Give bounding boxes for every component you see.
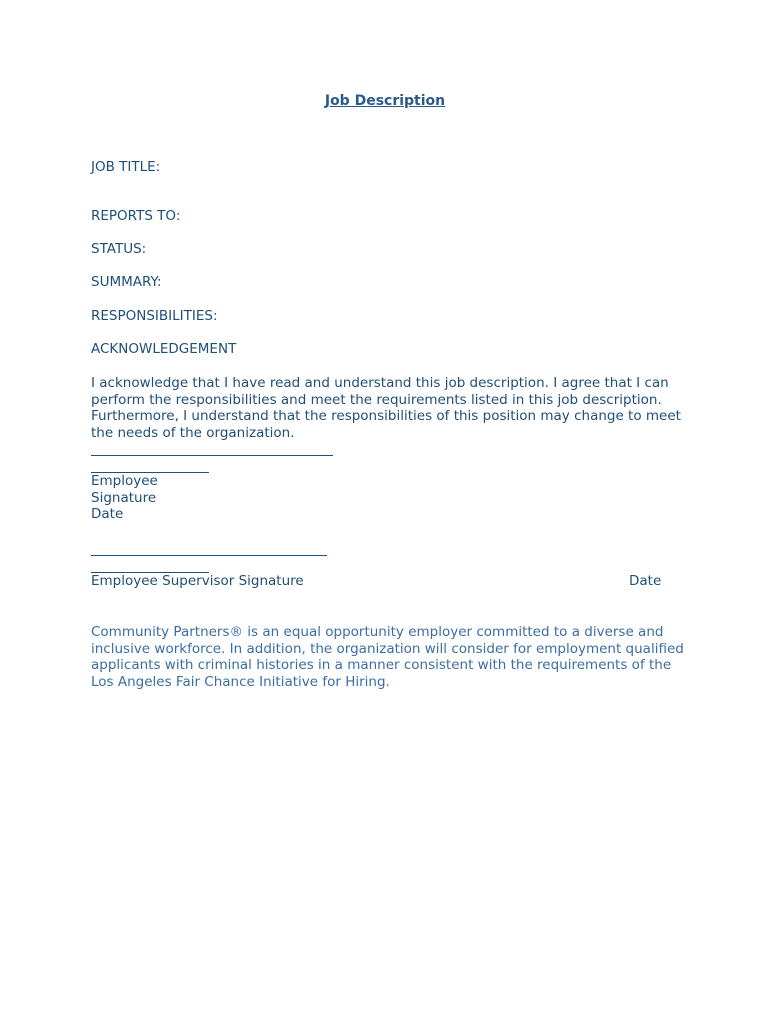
supervisor-signature-label: Employee Supervisor Signature: [91, 573, 304, 589]
employee-signature-line-1: [91, 455, 333, 456]
supervisor-date-label: Date: [629, 573, 662, 589]
reports-to-label: REPORTS TO:: [91, 208, 181, 224]
employee-signature-block: [91, 473, 158, 523]
employee-label: Employee: [91, 473, 158, 489]
signature-label: Signature: [91, 489, 157, 506]
responsibilities-label: RESPONSIBILITIES:: [91, 308, 218, 324]
supervisor-signature-line-1: [91, 555, 327, 556]
acknowledgement-paragraph: I acknowledge that I have read and understand this job description. I agree that I can perform the responsibilities and meet the requirements listed in this job description. Furthermore, I understand that the responsibilities of this position may change to meet the needs of the organization.: [91, 375, 681, 441]
acknowledgement-heading: ACKNOWLEDGEMENT: [91, 341, 237, 357]
document-title: Job Description: [324, 93, 446, 109]
equal-opportunity-statement: Community Partners® is an equal opportunity employer committed to a diverse and inclusive workforce. In addition, the organization will consider for employment qualified applicants with criminal histories in a manner consistent with the requirements of the Los Angeles Fair Chance Initiative for Hiring.: [91, 624, 684, 690]
summary-label: SUMMARY:: [91, 274, 162, 290]
job-title-label: JOB TITLE:: [91, 159, 161, 175]
status-label: STATUS:: [91, 241, 147, 257]
date-label: Date: [91, 506, 124, 523]
